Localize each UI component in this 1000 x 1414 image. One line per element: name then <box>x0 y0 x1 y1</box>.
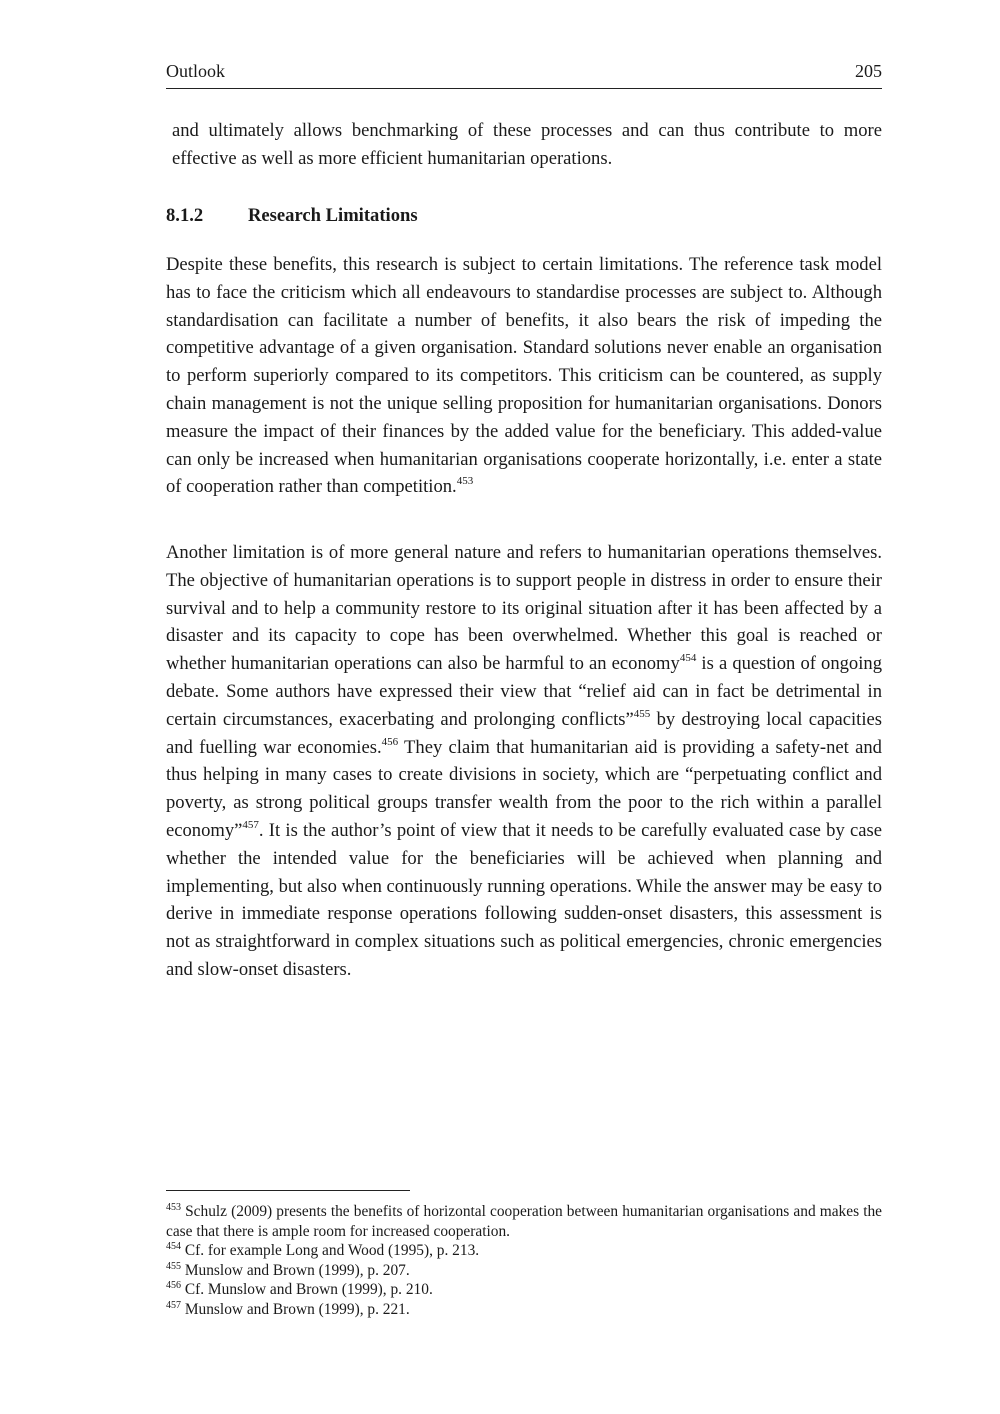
section-number: 8.1.2 <box>166 205 204 226</box>
footnote-reference[interactable]: 456 <box>381 735 399 748</box>
paragraph-text: Despite these benefits, this research is subject to certain limitations. The reference task model has to face the criticism which all endeavours to standardise processes are subject to. Although standardisation can facilitate a number of benefits, it also bears the risk of impeding the competitive advantage of a given organisation. Standard solutions never enable an organisation to perform superiorly compared to its competitors. This criticism can be countered, as supply chain management is not the unique selling proposition for humanitarian organisations. Donors measure the impact of their finances by the added value for the beneficiary. This added-value can only be increased when humanitarian organisations cooperate horizontally, i.e. enter a state of cooperation rather than competition. <box>166 254 882 498</box>
paragraph-text: Another limitation is of more general nature and refers to humanitarian operations themselves. The objective of humanitarian operations is to support people in distress in order to ensure their survival and to help a community restore to its original situation after it has been affected by a disaster and its capacity to cope has been overwhelmed. Whether this goal is reached or whether humanitarian operations can also be harmful to an economy <box>166 542 882 675</box>
footnote-number: 453 <box>166 1202 181 1213</box>
paragraph-limitations-standardisation <box>166 251 882 501</box>
page-number: 205 <box>855 61 882 81</box>
header-section-title: Outlook <box>166 61 226 81</box>
footnote-reference[interactable]: 453 <box>456 475 474 488</box>
footnote-text: Cf. Munslow and Brown (1999), p. 210. <box>181 1281 433 1299</box>
paragraph-text: by destroying local capacities and fuelling war economies. <box>166 708 882 758</box>
section-heading <box>166 202 418 230</box>
footnote-number: 455 <box>166 1260 181 1272</box>
footnote-453 <box>166 1202 882 1241</box>
section-title: Research Limitations <box>248 205 418 226</box>
footnote-reference[interactable]: 454 <box>679 652 697 665</box>
footnote-divider <box>166 1190 410 1191</box>
footnote-454 <box>166 1241 882 1261</box>
footnote-457 <box>166 1300 882 1320</box>
paragraph-limitations-humanitarian-operations <box>166 539 882 984</box>
footnote-number: 456 <box>166 1280 181 1292</box>
footnote-text: Schulz (2009) presents the benefits of horizontal cooperation between humanitarian organisations and makes the case that there is ample room for increased cooperation. <box>166 1203 882 1240</box>
footnote-reference[interactable]: 457 <box>242 818 259 831</box>
running-header <box>166 58 882 89</box>
paragraph-text: . It is the author’s point of view that it needs to be carefully evaluated case by case whether the intended value for the beneficiaries will be achieved when planning and implementing, but also when continuously running operations. While the answer may be easy to derive in immediate response operations following sudden-onset disasters, this assessment is not as straightforward in complex situations such as political emergencies, chronic emergencies and slow-onset disasters. <box>166 819 882 980</box>
paragraph-text: They claim that humanitarian aid is providing a safety-net and thus helping in many cases to create divisions in society, which are “perpetuating conflict and poverty, as strong political groups transfer wealth from the poor to the rich within a parallel economy” <box>166 736 882 841</box>
footnote-456 <box>166 1280 882 1300</box>
footnote-455 <box>166 1261 882 1281</box>
footnote-text: Munslow and Brown (1999), p. 221. <box>181 1300 410 1318</box>
paragraph-text: is a question of ongoing debate. Some authors have expressed their view that “relief aid can in fact be detrimental in certain circumstances, exacerbating and prolonging conflicts” <box>166 653 882 730</box>
footnote-number: 457 <box>166 1299 181 1311</box>
footnote-reference[interactable]: 455 <box>633 707 651 720</box>
footnote-number: 454 <box>166 1241 181 1253</box>
footnote-text: Munslow and Brown (1999), p. 207. <box>181 1261 410 1279</box>
intro-paragraph: and ultimately allows benchmarking of these processes and can thus contribute to more effective as well as more efficient humanitarian operations. <box>172 120 882 169</box>
footnote-text: Cf. for example Long and Wood (1995), p. 213. <box>181 1242 480 1260</box>
footnotes <box>166 1202 882 1320</box>
